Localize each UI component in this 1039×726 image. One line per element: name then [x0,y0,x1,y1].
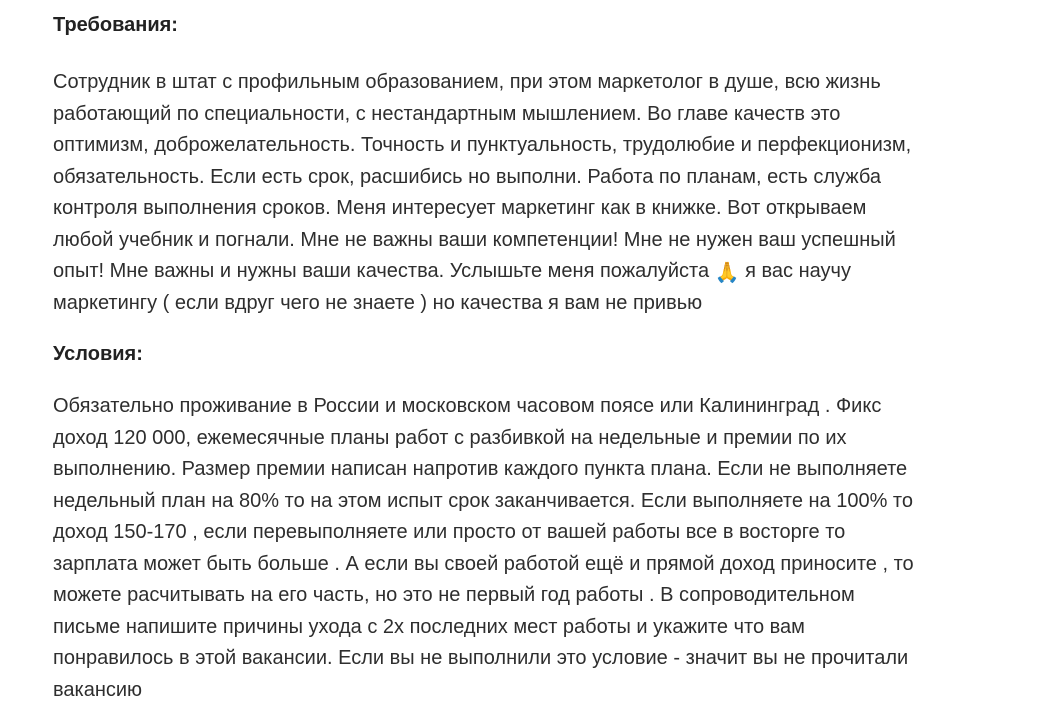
praying-hands-icon: 🙏 [714,262,740,284]
requirements-line: любой учебник и погнали. Мне не важны ваши компетенции! Мне не нужен ваш успешный [53,228,896,251]
conditions-line: Обязательно проживание в России и московском часовом поясе или Калининград . Фикс [53,395,882,417]
requirements-line: Сотрудник в штат с профильным образованием, при этом маркетолог в душе, всю жизнь [53,71,881,93]
conditions-body [53,391,1019,706]
conditions-line: понравилось в этой вакансии. Если вы не выполнили это условие - значит вы не прочитали [53,647,909,669]
requirements-line: оптимизм, доброжелательность. Точность и пунктуальность, трудолюбие и перфекционизм, [53,134,912,156]
conditions-line: вакансию [53,678,143,701]
conditions-heading: Условия: [53,343,143,365]
conditions-line: недельный план на 80% то на этом испыт срок заканчивается. Если выполняете на 100% то [53,489,913,512]
conditions-line: зарплата может быть больше . А если вы своей работой ещё и прямой доход приносите , то [53,552,914,575]
requirements-line-tail: я вас научу [739,260,851,282]
conditions-line: письме напишите причины ухода с 2х последних мест работы и укажите что вам [53,615,805,638]
conditions-line: доход 150-170 , если перевыполняете или просто от вашей работы все в восторге то [53,521,846,543]
conditions-line: выполнению. Размер премии написан напротив каждого пункта плана. Если не выполняете [53,458,908,480]
requirements-line-text: опыт! Мне важны и нужны ваши качества. Услышьте меня пожалуйста [53,260,710,282]
requirements-line: работающий по специальности, с нестандартным мышлением. Во главе качеств это [53,102,841,125]
conditions-line: можете расчитывать на его часть, но это не первый год работы . В сопроводительном [53,584,855,606]
requirements-body [53,67,1019,319]
conditions-line: доход 120 000, ежемесячные планы работ с разбивкой на недельные и премии по их [53,426,847,449]
requirements-line: маркетингу ( если вдруг чего не знаете ) но качества я вам не привью [53,291,703,314]
requirements-heading: Требования: [53,14,178,36]
requirements-line: контроля выполнения сроков. Меня интересует маркетинг как в книжке. Вот открываем [53,197,867,219]
requirements-line-with-emoji [53,256,1019,288]
requirements-line: обязательность. Если есть срок, расшибись но выполни. Работа по планам, есть служба [53,165,881,188]
